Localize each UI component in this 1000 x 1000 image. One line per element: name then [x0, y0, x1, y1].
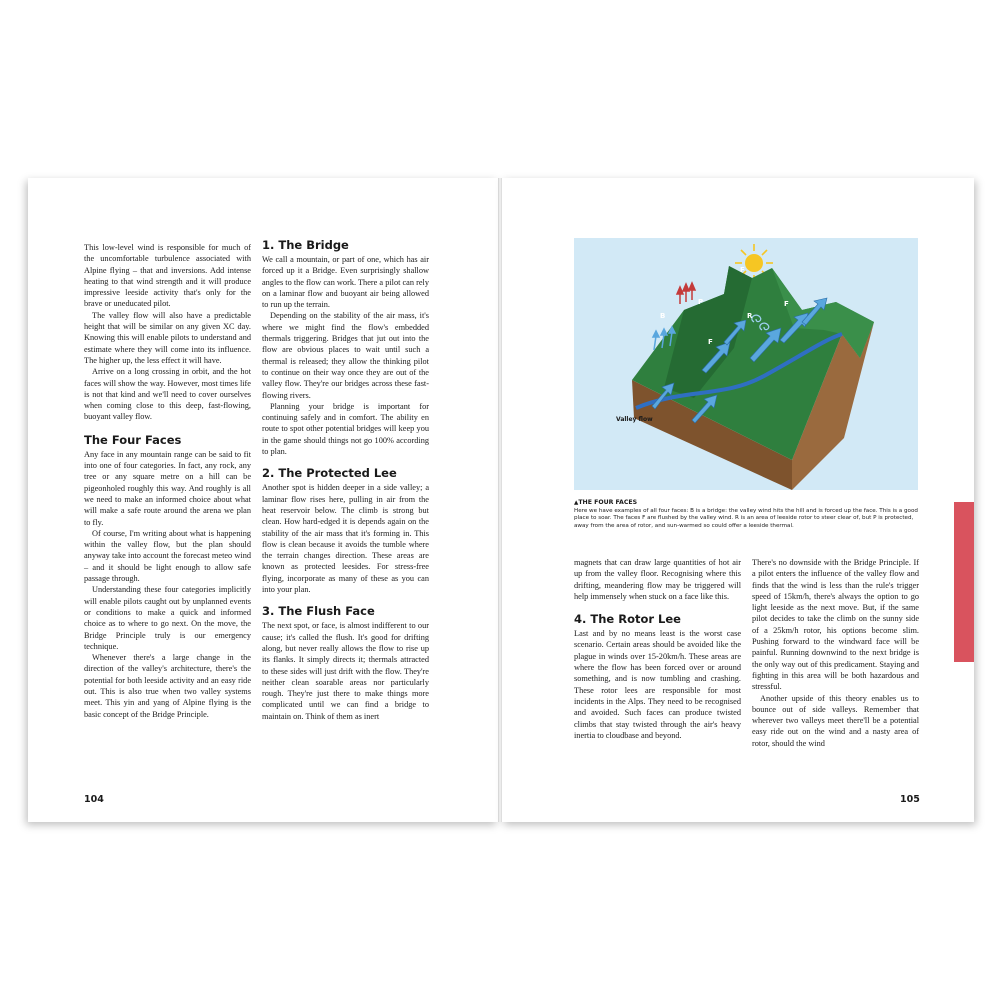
- paragraph: Another spot is hidden deeper in a side valley; a laminar flow rises here, pulling in air from the heat reservoir below. The climb is strong but clean. How hard-edged it is depends again on the stability of the air mass that it's forming in. This flow is clean because it avoids the tumble where the terrain changes direction. These areas are known as protected leesides. For stress-free flying, incorporate as many of these as you can into your plan.: [262, 483, 429, 595]
- paragraph: The next spot, or face, is almost indifferent to our cause; it's called the flush. It's good for drifting along, but never really allows the flow to rise up its flanks. It simply directs it; thermals attracted to these sides will just drift with the flow. They're neither clean soarable areas nor particularly rough. They're just there to make things more complicated until we can find a bridge to maintain on. Think of them as inert: [262, 621, 429, 721]
- section-heading-four-faces: The Four Faces: [84, 432, 182, 447]
- terrain-diagram: [574, 238, 918, 490]
- four-faces-illustration: [574, 238, 918, 490]
- caption-title: THE FOUR FACES: [578, 499, 638, 506]
- paragraph: Depending on the stability of the air mass, it's where we might find the flow's embedded thermals triggering. Bridges that jut out into the flow are obvious places to wait until such a thermal is released; they allow the thinking pilot to continue on their way once they are out of the valley flow. They're our bridges across these fast-flowing rivers.: [262, 311, 429, 400]
- paragraph: Last and by no means least is the worst case scenario. Certain areas should be avoided like the plague in winds over 15-20km/h. These areas are where the flow has been forced over or around something, and is now tumbling and crashing. These rotor lees are responsible for most incidents in the Alps. They need to be recognised and avoided. Such faces can produce twisted climbs that stay twisted through the air's heavy inertia to cloudbase and beyond.: [574, 629, 741, 740]
- label-flush-2: F: [784, 300, 789, 308]
- protected-lee-thermal-arrows: [677, 283, 695, 304]
- section-heading-flush-face: 3. The Flush Face: [262, 604, 375, 619]
- left-column-1: [84, 242, 251, 720]
- chapter-tab: [954, 502, 974, 662]
- paragraph: Of course, I'm writing about what is happening within the valley flow, but the plan should anyway take into account the forecast meteo wind – and it should be light enough to allow safe passage through.: [84, 528, 251, 584]
- left-column-2: [262, 238, 429, 722]
- label-protected: P: [698, 298, 704, 306]
- section-heading-protected-lee: 2. The Protected Lee: [262, 466, 397, 481]
- paragraph: There's no downside with the Bridge Principle. If a pilot enters the influence of the valley flow and finds that the wind is less than the rule's trigger speed of 15km/h, there's always the option to go light leeside as the next move. But, if the same pilot decides to take the climb on the sunny side of a 25km/h rotor, his options become slim. Pushing forward to the windward face will be painful. Running downwind to the next bridge is the only way out of this predicament. Staying and fighting in this area will be both hazardous and stressful.: [752, 558, 919, 692]
- label-bridge: B: [660, 312, 666, 320]
- figure-caption: [574, 499, 918, 530]
- paragraph: This low-level wind is responsible for much of the uncomfortable turbulence associated with Alpine flying – that and inversions. Add intense heating to that wind strength and it will produce impressive leeside activity that's only for the brave or uneducated pilot.: [84, 243, 251, 309]
- paragraph: We call a mountain, or part of one, which has air forced up it a Bridge. Even surprisingly shallow angles to the flow can work. There a pilot can rely on a laminar flow and buoyant air being allowed to run up the terrain.: [262, 255, 429, 310]
- paragraph: Another upside of this theory enables us to bounce out of side valleys. Remember that wherever two valleys meet there'll be a potential easy ride out on the wind and a nasty area of rotor, should the wind: [752, 693, 919, 748]
- page-number-left: 104: [84, 794, 104, 805]
- page-number-right: 105: [900, 794, 920, 805]
- label-valley-flow: Valley flow: [616, 416, 653, 423]
- section-heading-rotor-lee: 4. The Rotor Lee: [574, 612, 681, 627]
- paragraph: Arrive on a long crossing in orbit, and the hot faces will show the way. However, most times life is not that kind and we'll need to cover ourselves when coming close to this deep, fast-flowing, buoyant valley flow.: [84, 367, 251, 422]
- paragraph: Planning your bridge is important for continuing safely and in comfort. The ability en route to spot other potential bridges will keep you in the game should things not go 100% according to plan.: [262, 401, 429, 457]
- paragraph: The valley flow will also have a predictable height that will be similar on any given XC day. Knowing this will enable pilots to understand and estimate where they will come into its influence. The higher up, the less effect it will have.: [84, 310, 251, 365]
- paragraph: Understanding these four categories implicitly will enable pilots caught out by unplanned events or conditions to make a quick and informed choice as to where to go next. On the move, the Bridge Principle truly is our emergency technique.: [84, 585, 251, 651]
- right-column-1: [574, 557, 741, 741]
- caption-text: Here we have examples of all four faces: B is a bridge: the valley wind hits the hill and is forced up the face. This is a good place to soar. The faces F are flushed by the valley wind. R is an area of leeside rotor to steer clear of, but P is protected, away from the area of rotor, and sun-warmed so could offer a leeside thermal.: [574, 507, 918, 529]
- label-rotor: R: [747, 312, 753, 320]
- right-column-2: [752, 557, 919, 749]
- caption-triangle-icon: ▲: [574, 500, 579, 506]
- label-flush-3: F: [740, 266, 745, 274]
- paragraph: Any face in any mountain range can be said to fit into one of four categories. In fact, any rock, any tree or any square metre on a hill can be pigeonholed roughly this way. And roughly is all we need to make an informed choice about what will make a safe route around the arena we plan to fly.: [84, 449, 251, 527]
- section-heading-bridge: 1. The Bridge: [262, 238, 349, 252]
- book-gutter: [498, 178, 502, 822]
- label-flush-1: F: [708, 338, 713, 346]
- paragraph: Whenever there's a large change in the direction of the valley's architecture, there's the potential for both leeside activity and an easy ride out. This is also true when two valley systems meet. This yin and yang of Alpine flying is the basic concept of the Bridge Principle.: [84, 653, 251, 719]
- paragraph: magnets that can draw large quantities of hot air up from the valley floor. Recognising where this drifting, meandering flow may be triggered will help immensely when stuck on a face like this.: [574, 558, 741, 601]
